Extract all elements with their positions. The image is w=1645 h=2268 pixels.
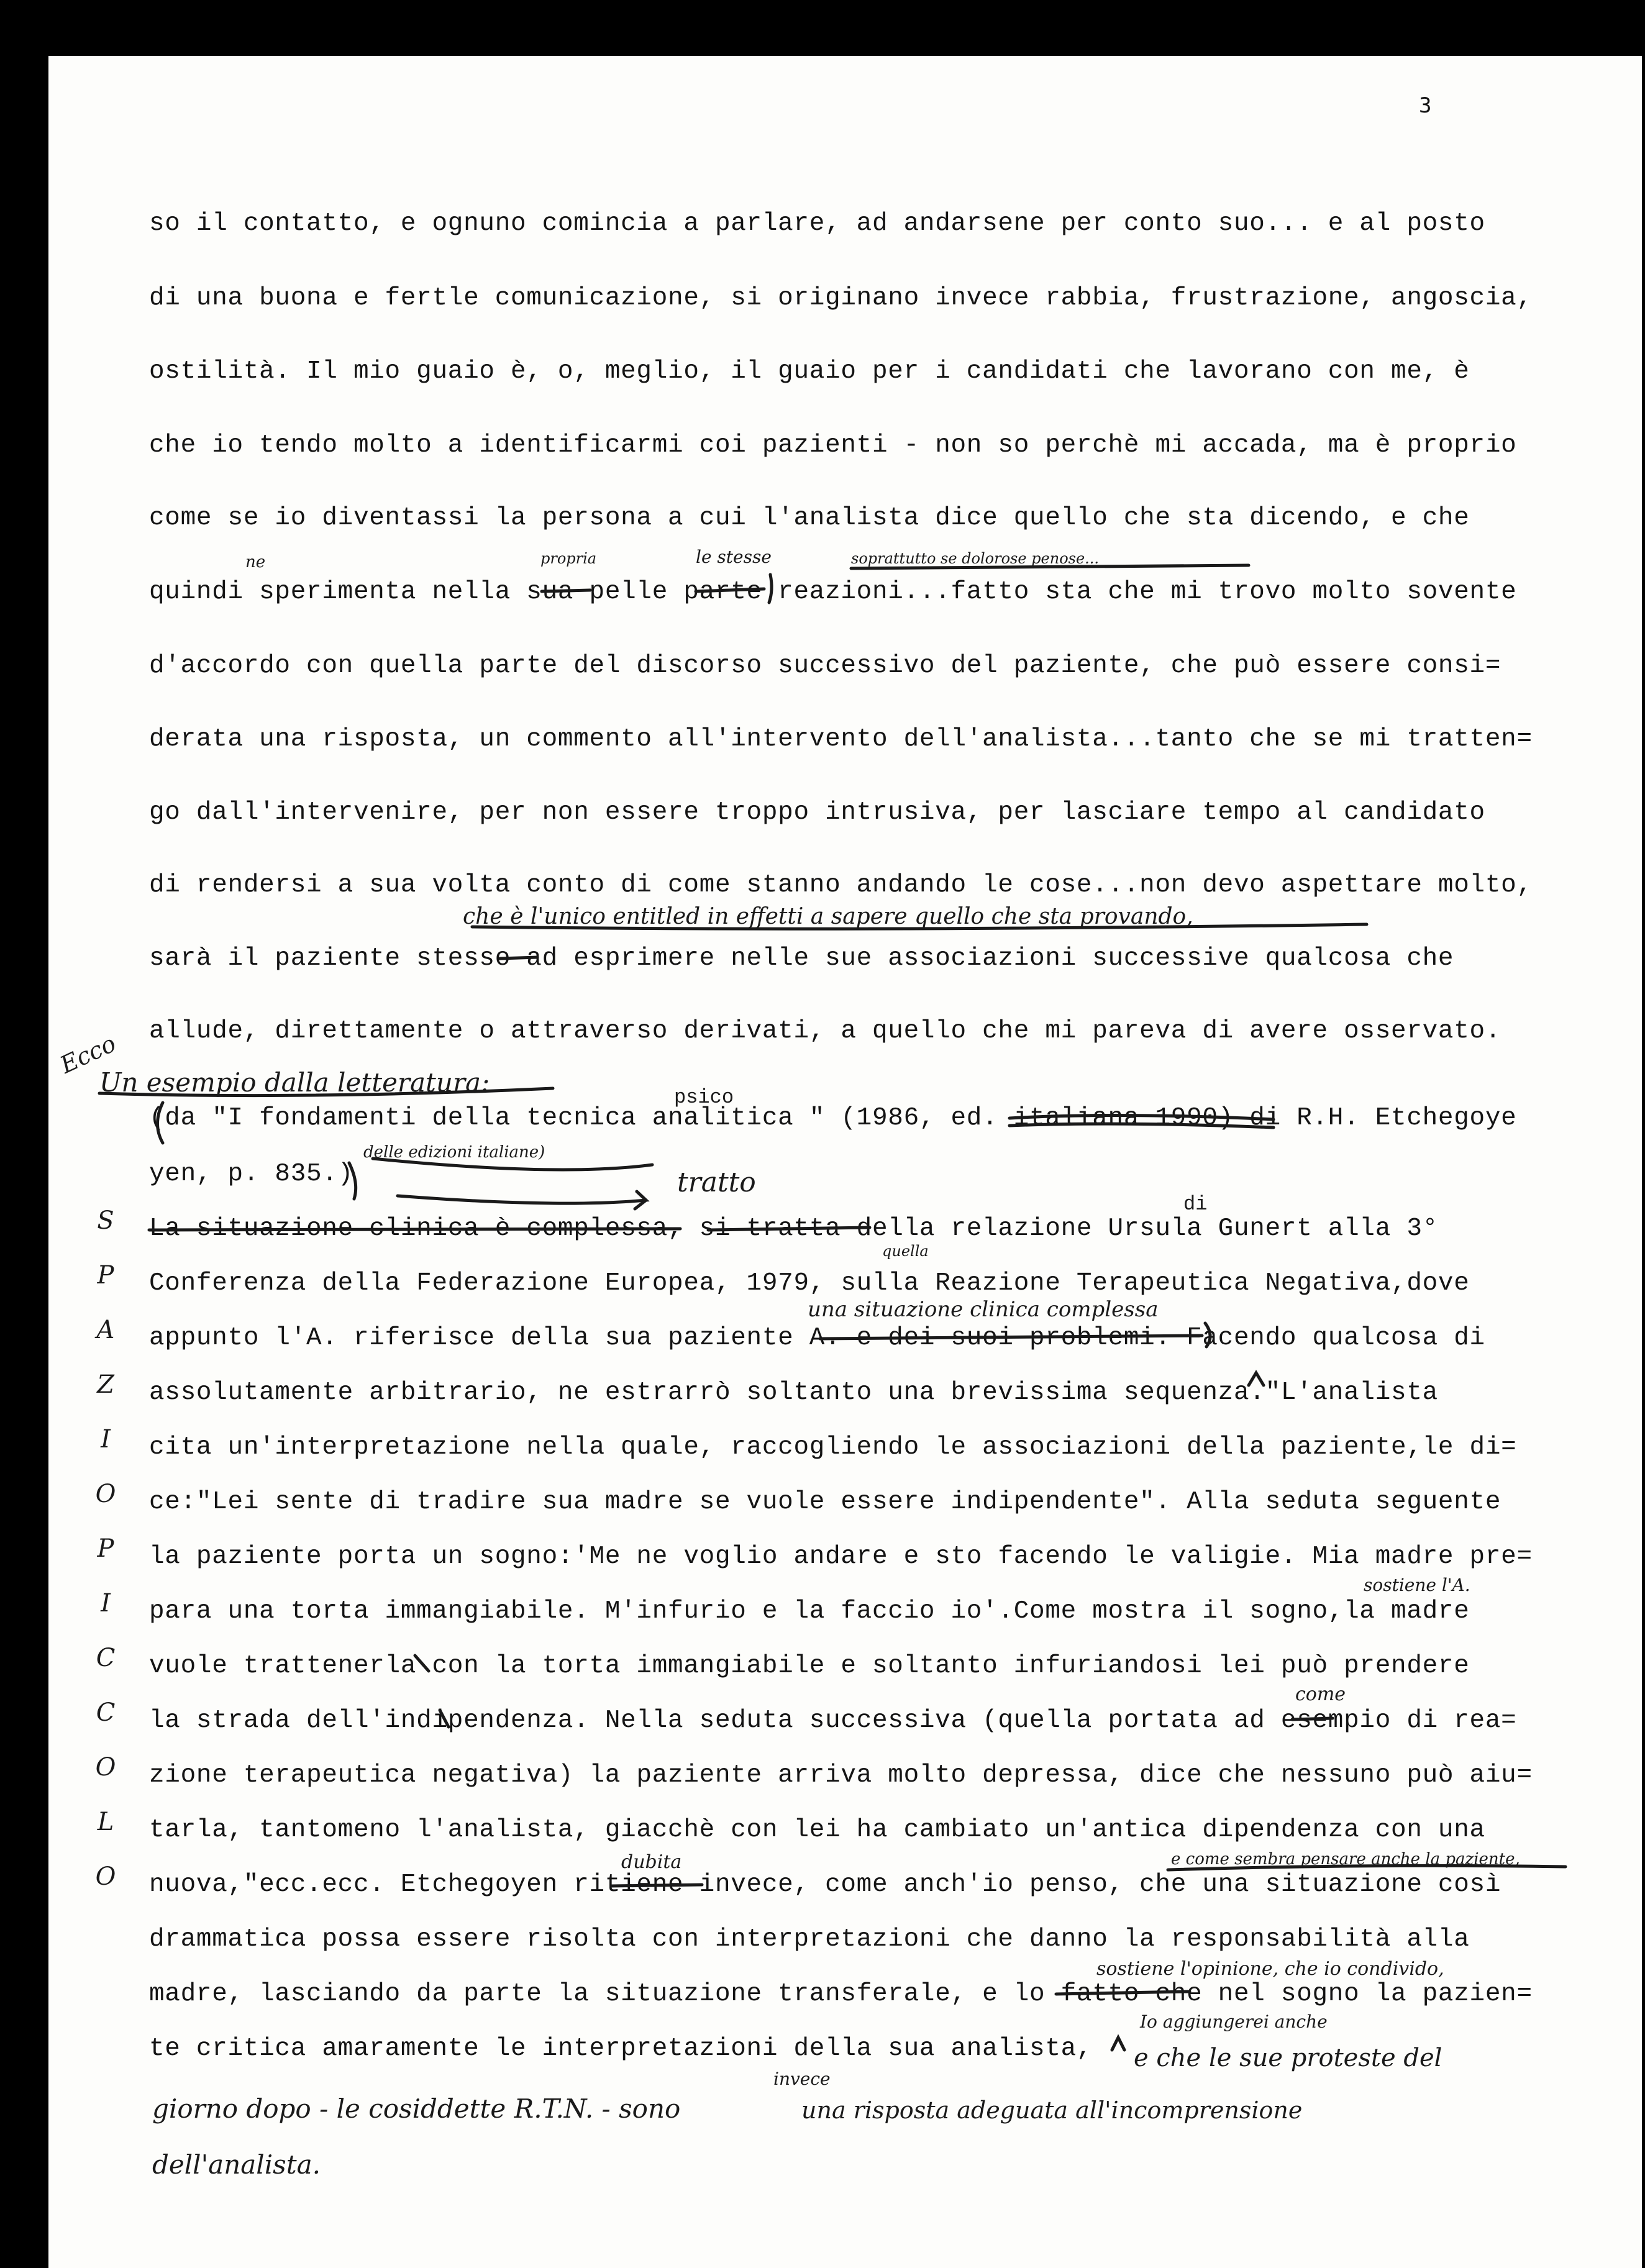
text-line: go dall'intervenire, per non essere troppo intrusiva, per lasciare tempo al candidato [149,798,1485,827]
handwritten-insertion: che è l'unico entitled in effetti a sapere quello che sta provando, [463,904,1193,929]
handwritten-insertion: dubita [621,1851,682,1873]
handwritten-insertion: una situazione clinica complessa [808,1297,1159,1322]
typed-insertion: di [1183,1193,1208,1216]
handwritten-letter: O [95,1862,116,1891]
handwritten-insertion: quella [882,1242,929,1260]
handwritten-letter: I [101,1425,111,1454]
text-line: cita un'interpretazione nella quale, raccogliendo le associazioni della paziente,le di= [149,1433,1517,1462]
text-line: so il contatto, e ognuno comincia a parlare, ad andarsene per conto suo... e al posto [149,209,1485,238]
text-line: d'accordo con quella parte del discorso successivo del paziente, che può essere consi= [149,652,1501,680]
handwritten-vertical-word [87,1199,124,1898]
handwritten-continuation: e che le sue proteste del [1134,2044,1442,2072]
text-line: sarà il paziente stesso ad esprimere nelle sue associazioni successive qualcosa che [149,944,1454,973]
text-line: appunto l'A. riferisce della sua paziente A. e dei suoi problemi. Facendo qualcosa di [149,1324,1485,1352]
text-line: di rendersi a sua volta conto di come stanno andando le cose...non devo aspettare molto, [149,871,1533,899]
text-line: come se io diventassi la persona a cui l'analista dice quello che sta dicendo, e che [149,504,1470,532]
text-line: nuova,"ecc.ecc. Etchegoyen ritiene invece, come anch'io penso, che una situazione così [149,1870,1501,1899]
text-line: quindi sperimenta nella sua pelle parte reazioni...fatto sta che mi trovo molto sovente [149,578,1517,606]
handwritten-continuation: una risposta adeguata all'incomprensione [801,2097,1303,2124]
text-line: para una torta immangiabile. M'infurio e la faccio io'.Come mostra il sogno,la madre [149,1597,1470,1626]
text-line: zione terapeutica negativa) la paziente arriva molto depressa, dice che nessuno può aiu= [149,1761,1533,1790]
handwritten-letter: C [96,1644,116,1672]
handwritten-letter: P [97,1534,114,1563]
handwritten-margin-note: Un esempio dalla letteratura: [99,1067,490,1098]
text-line: la paziente porta un sogno:'Me ne voglio andare e sto facendo le valigie. Mia madre pre= [149,1542,1533,1571]
typed-insertion: psico [674,1086,734,1109]
handwritten-insertion: invece [773,2069,831,2089]
text-line: ce:"Lei sente di tradire sua madre se vuole essere indipendente". Alla seduta seguente [149,1488,1501,1516]
handwritten-insertion: e come sembra pensare anche la paziente, [1171,1850,1520,1869]
text-line: di una buona e fertle comunicazione, si originano invece rabbia, frustrazione, angoscia, [149,284,1533,312]
handwritten-letter: L [97,1808,114,1836]
handwritten-insertion: Io aggiungerei anche [1140,2011,1328,2032]
handwritten-insertion: soprattutto se dolorose penose... [851,550,1100,567]
handwritten-margin-note: Ecco [56,1029,121,1079]
handwritten-insertion: le stesse [696,547,772,567]
handwritten-insertion: sostiene l'opinione, che io condivido, [1096,1958,1444,1980]
text-line: che io tendo molto a identificarmi coi pazienti - non so perchè mi accada, ma è proprio [149,431,1517,460]
handwritten-insertion: propria [540,550,597,567]
handwritten-insertion: ne [245,553,266,572]
text-line: (da "I fondamenti della tecnica analitica " (1986, ed. italiana 1990) di R.H. Etchegoye [149,1104,1517,1132]
text-line: vuole trattenerla con la torta immangiabile e soltanto infuriandosi lei può prendere [149,1652,1470,1680]
handwritten-letter: S [97,1206,114,1235]
text-line: derata una risposta, un commento all'intervento dell'analista...tanto che se mi tratten= [149,725,1533,754]
handwritten-insertion: tratto [677,1167,756,1198]
text-line: tarla, tantomeno l'analista, giacchè con lei ha cambiato un'antica dipendenza con una [149,1816,1485,1844]
handwritten-letter: I [101,1589,111,1618]
text-line: allude, direttamente o attraverso derivati, a quello che mi pareva di avere osservato. [149,1017,1501,1045]
text-line: te critica amaramente le interpretazioni della sua analista, [149,2034,1093,2063]
handwritten-letter: O [95,1480,116,1508]
handwritten-letter: C [96,1698,116,1727]
text-line: assolutamente arbitrario, ne estrarrò soltanto una brevissima sequenza."L'analista [149,1378,1438,1407]
handwritten-insertion: come [1295,1683,1346,1705]
handwritten-insertion: sostiene l'A. [1364,1575,1470,1595]
text-line: La situazione clinica è complessa, si tratta della relazione Ursula Gunert alla 3° [149,1214,1438,1243]
text-line: la strada dell'indipendenza. Nella seduta successiva (quella portata ad esempio di rea= [149,1706,1517,1735]
handwritten-letter: Z [97,1370,114,1399]
handwritten-continuation: giorno dopo - le cosiddette R.T.N. - sono [152,2093,681,2124]
text-line: ostilità. Il mio guaio è, o, meglio, il guaio per i candidati che lavorano con me, è [149,357,1470,386]
text-line: madre, lasciando da parte la situazione transferale, e lo fatto che nel sogno la pazien= [149,1980,1533,2008]
text-line: Conferenza della Federazione Europea, 1979, sulla Reazione Terapeutica Negativa,dove [149,1269,1470,1298]
handwritten-letter: P [97,1261,114,1290]
page-number: 3 [1419,93,1432,118]
handwritten-letter: A [96,1316,115,1344]
handwritten-letter: O [95,1753,116,1782]
handwritten-continuation: dell'analista. [152,2149,321,2180]
handwritten-insertion: delle edizioni italiane) [363,1143,545,1162]
text-line: drammatica possa essere risolta con interpretazioni che danno la responsabilità alla [149,1925,1470,1954]
text-line: yen, p. 835.) [149,1160,353,1188]
